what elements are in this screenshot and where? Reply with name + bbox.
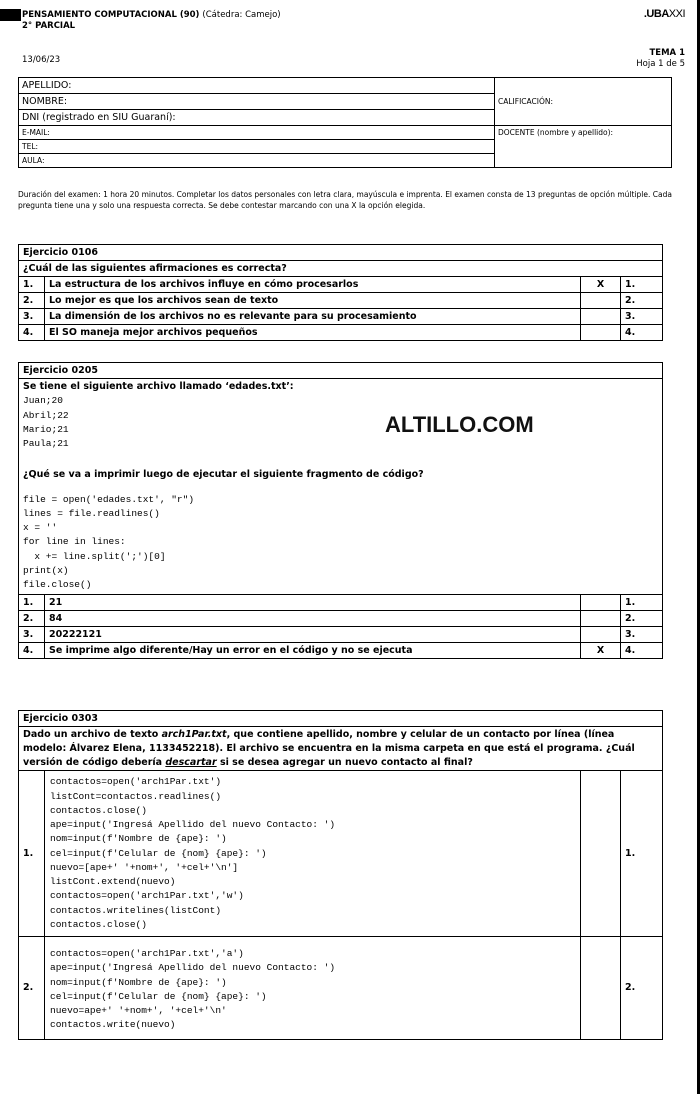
exercise-title: Ejercicio 0106 [19,245,663,261]
option-number: 3. [19,309,45,325]
option-ref: 1. [621,771,663,937]
exercise-body [19,379,663,595]
answer-mark[interactable] [581,309,621,325]
answer-mark[interactable] [581,771,621,937]
exercise-question: ¿Cuál de las siguientes afirmaciones es correcta? [19,261,663,277]
option-row[interactable] [19,771,663,937]
option-number: 3. [19,627,45,643]
tema-label: TEMA 1 [649,48,685,58]
exercise-0106 [18,244,663,341]
option-number: 1. [19,277,45,293]
exam-header [22,10,281,31]
option-text: Se imprime algo diferente/Hay un error en el código y no se ejecuta [45,643,581,659]
course-name: PENSAMIENTO COMPUTACIONAL (90) [22,10,200,20]
option-ref: 3. [621,627,663,643]
option-text: Lo mejor es que los archivos sean de texto [45,293,581,309]
option-ref: 2. [621,293,663,309]
option-code: contactos=open('arch1Par.txt') listCont=contactos.readlines() contactos.close() ape=input('Ingresá Apellido del nuevo Contacto: ') nom=input(f'Nombre de {ape}: ') cel=input(f'Celular de {nom} {ape}: ') nuevo=[ape+' '+nom+', '+cel+'\n'] listCont.extend(nuevo) contactos=open('arch1Par.txt','w') contactos.writelines(listCont) contactos.close() [45,771,581,937]
docente-field[interactable]: DOCENTE (nombre y apellido): [495,126,672,168]
option-text: 20222121 [45,627,581,643]
email-field[interactable]: E-MAIL: [19,126,495,140]
apellido-field[interactable]: APELLIDO: [19,78,495,94]
page-counter: Hoja 1 de 5 [636,58,685,69]
option-ref: 3. [621,309,663,325]
option-row[interactable] [19,611,663,627]
exercise-question: Dado un archivo de texto arch1Par.txt, que contiene apellido, nombre y celular de un contacto por línea (línea modelo: Álvarez Elena, 1133452218). El archivo se encuentra en la misma carpeta en que está el programa. ¿Cuál versión de código debería descartar si se desea agregar un nuevo contacto al final? [19,727,663,771]
nombre-field[interactable]: NOMBRE: [19,94,495,110]
answer-mark[interactable] [581,325,621,341]
exercise-intro: Se tiene el siguiente archivo llamado ‘edades.txt’: [23,381,294,392]
option-ref: 2. [621,611,663,627]
option-number: 1. [19,771,45,937]
exercise-title: Ejercicio 0303 [19,711,663,727]
option-row[interactable] [19,309,663,325]
calificacion-field[interactable]: CALIFICACIÓN: [495,78,672,126]
exam-date: 13/06/23 [22,55,61,65]
code-snippet: file = open('edades.txt', "r") lines = file.readlines() x = '' for line in lines: x += line.split(';')[0] print(x) file.close() [23,493,195,590]
answer-mark[interactable] [581,611,621,627]
student-info-table [18,77,672,168]
answer-mark[interactable] [581,627,621,643]
uba-xxi-logo: .UBAXXI [643,8,685,20]
option-ref: 4. [621,325,663,341]
answer-mark[interactable] [581,595,621,611]
option-number: 4. [19,643,45,659]
file-content: Juan;20 Abril;22 Mario;21 Paula;21 [23,395,69,449]
option-row[interactable] [19,643,663,659]
option-code: contactos=open('arch1Par.txt','a') ape=input('Ingresá Apellido del nuevo Contacto: ') nom=input(f'Nombre de {ape}: ') cel=input(f'Celular de {nom} {ape}: ') nuevo=ape+' '+nom+', '+cel+'\n' contactos.write(nuevo) [45,937,581,1040]
option-text: La estructura de los archivos influye en cómo procesarlos [45,277,581,293]
option-text: 21 [45,595,581,611]
option-text: La dimensión de los archivos no es relevante para su procesamiento [45,309,581,325]
option-number: 2. [19,611,45,627]
option-ref: 1. [621,595,663,611]
option-row[interactable] [19,595,663,611]
option-row[interactable] [19,627,663,643]
option-row[interactable] [19,325,663,341]
option-number: 1. [19,595,45,611]
exercise-0205 [18,362,663,659]
answer-mark[interactable] [581,937,621,1040]
option-row[interactable] [19,293,663,309]
option-row[interactable] [19,937,663,1040]
option-ref: 1. [621,277,663,293]
option-text: 84 [45,611,581,627]
option-ref: 2. [621,937,663,1040]
dni-field[interactable]: DNI (registrado en SIU Guaraní): [19,110,495,126]
option-number: 2. [19,293,45,309]
answer-mark[interactable]: X [581,643,621,659]
catedra: (Cátedra: Camejo) [202,10,281,20]
option-ref: 4. [621,643,663,659]
altillo-watermark: ALTILLO.COM [385,412,534,437]
option-row[interactable] [19,277,663,293]
option-text: El SO maneja mejor archivos pequeños [45,325,581,341]
option-number: 2. [19,937,45,1040]
exercise-0303 [18,710,663,1040]
option-number: 4. [19,325,45,341]
exercise-title: Ejercicio 0205 [19,363,663,379]
exam-instructions: Duración del examen: 1 hora 20 minutos. Completar los datos personales con letra clara, mayúscula e imprenta. El examen consta de 13 preguntas de opción múltiple. Cada pregunta tiene una y solo una respuesta correcta. Se debe contestar marcando con una X la opción elegida. [18,190,672,210]
tel-field[interactable]: TEL: [19,140,495,154]
aula-field[interactable]: AULA: [19,154,495,168]
tema-block [636,48,685,69]
exercise-question: ¿Qué se va a imprimir luego de ejecutar el siguiente fragmento de código? [23,469,424,481]
answer-mark[interactable] [581,293,621,309]
black-corner-block [0,9,21,21]
answer-mark[interactable]: X [581,277,621,293]
exam-name: 2° PARCIAL [22,20,76,31]
